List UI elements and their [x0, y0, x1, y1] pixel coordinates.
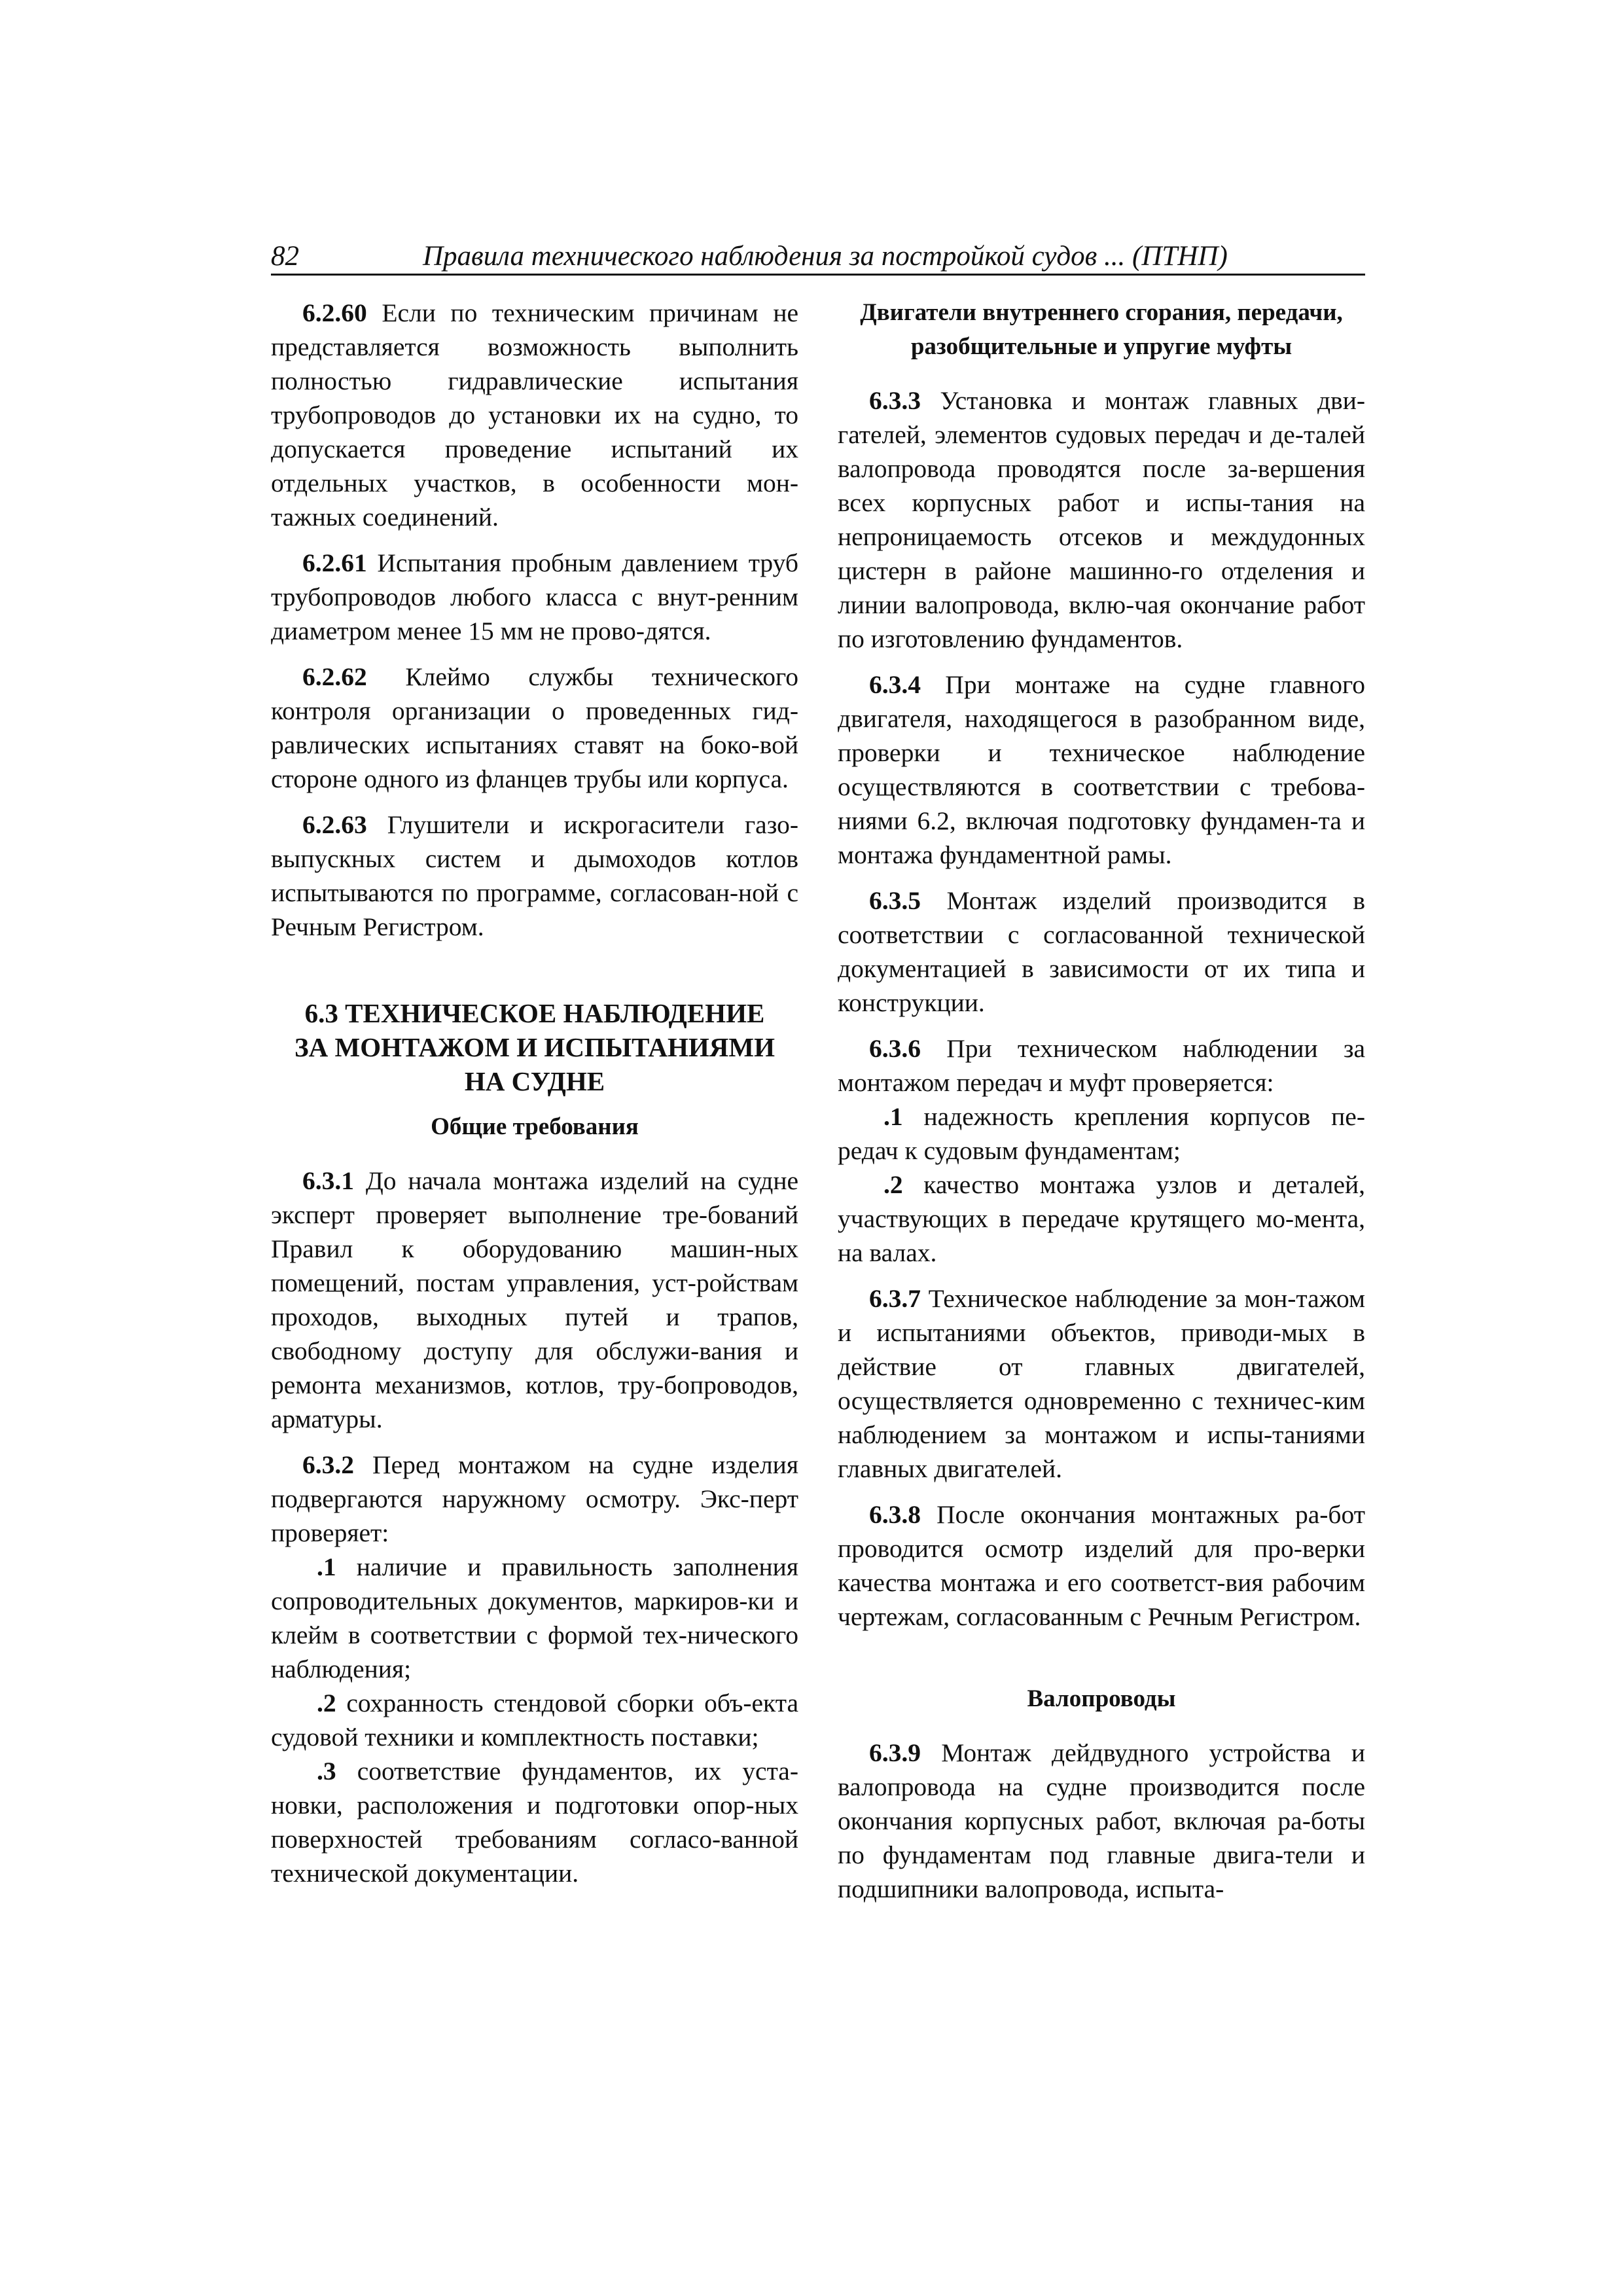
- clause-number: 6.3.4: [869, 670, 921, 699]
- item-number: .3: [317, 1757, 336, 1785]
- paragraph-6-3-8: [838, 1498, 1365, 1634]
- paragraph-6-2-62: [271, 660, 798, 796]
- section-title-line: 6.3 ТЕХНИЧЕСКОЕ НАБЛЮДЕНИЕ: [304, 998, 765, 1028]
- item-number: .1: [883, 1102, 903, 1131]
- list-item: [271, 1754, 798, 1890]
- clause-text: Глушители и искрогасители газо-выпускных систем и дымоходов котлов испытываются по программе, согласован-ной с Речным Регистром.: [271, 810, 798, 941]
- paragraph-6-3-3: [838, 384, 1365, 656]
- clause-number: 6.3.5: [869, 886, 921, 915]
- paragraph-6-3-6: [838, 1031, 1365, 1100]
- clause-text: Техническое наблюдение за мон-тажом и испытаниями объектов, приводи-мых в действие от главных двигателей, осуществляется одновременно с техничес-ким наблюдением за монтажом и испы-таниями главных двигателей.: [838, 1284, 1365, 1483]
- subheading-shafts: Валопроводы: [1027, 1685, 1176, 1712]
- subheading-engines: [838, 296, 1365, 364]
- paragraph-6-3-7: [838, 1282, 1365, 1486]
- item-text: качество монтажа узлов и деталей, участвующих в передаче крутящего мо-мента, на валах.: [838, 1170, 1365, 1267]
- clause-text: До начала монтажа изделий на судне эксперт проверяет выполнение тре-бований Правил к оборудованию машин-ных помещений, постам управления, уст-ройствам проходов, выходных путей и трапов, свободному доступу для обслужи-вания и ремонта механизмов, котлов, тру-бопроводов, арматуры.: [271, 1166, 798, 1433]
- left-column: [271, 296, 798, 1902]
- clause-number: 6.3.2: [302, 1450, 354, 1479]
- clause-number: 6.2.61: [302, 548, 367, 577]
- clause-text: При техническом наблюдении за монтажом передач и муфт проверяется:: [838, 1034, 1365, 1097]
- clause-number: 6.3.7: [869, 1284, 921, 1313]
- section-title-line: ЗА МОНТАЖОМ И ИСПЫТАНИЯМИ: [294, 1032, 775, 1062]
- list-item: [838, 1168, 1365, 1270]
- list-item: [838, 1100, 1365, 1168]
- clause-text: Перед монтажом на судне изделия подвергаются наружному осмотру. Экс-перт проверяет:: [271, 1450, 798, 1547]
- item-number: .2: [883, 1170, 903, 1199]
- paragraph-6-3-9: [838, 1736, 1365, 1906]
- clause-text: Клеймо службы технического контроля организации о проведенных гид-равлических испытаниях ставят на боко-вой стороне одного из фланцев трубы или корпуса.: [271, 662, 798, 793]
- running-header: [271, 240, 1365, 276]
- running-title: Правила технического наблюдения за постройкой судов ... (ПТНП): [423, 241, 1228, 272]
- clause-number: 6.2.60: [302, 298, 367, 327]
- clause-number: 6.3.9: [869, 1738, 921, 1767]
- clause-text: Испытания пробным давлением труб трубопроводов любого класса с внут-ренним диаметром менее 15 мм не прово-дятся.: [271, 548, 798, 645]
- clause-text: Монтаж дейдвудного устройства и валопровода на судне производится после окончания корпусных работ, включая ра-боты по фундаментам под главные двига-тели и подшипники валопровода, испыта-: [838, 1738, 1365, 1903]
- section-title-line: НА СУДНЕ: [464, 1066, 605, 1096]
- clause-number: 6.3.1: [302, 1166, 354, 1195]
- right-column: [838, 296, 1365, 1918]
- paragraph-6-3-1: [271, 1164, 798, 1436]
- paragraph-6-2-61: [271, 546, 798, 648]
- clause-number: 6.2.62: [302, 662, 367, 691]
- clause-number: 6.3.8: [869, 1500, 921, 1529]
- item-text: надежность крепления корпусов пе-редач к судовым фундаментам;: [838, 1102, 1365, 1165]
- list-item: [271, 1550, 798, 1686]
- subheading-general-requirements: Общие требования: [431, 1113, 639, 1140]
- paragraph-6-3-5: [838, 884, 1365, 1020]
- clause-number: 6.3.6: [869, 1034, 921, 1063]
- subheading-line: разобщительные и упругие муфты: [910, 333, 1293, 360]
- paragraph-6-2-60: [271, 296, 798, 534]
- clause-number: 6.2.63: [302, 810, 367, 839]
- subheading-line: Двигатели внутреннего сгорания, передачи,: [860, 299, 1343, 326]
- page-number: 82: [271, 241, 299, 272]
- item-text: наличие и правильность заполнения сопроводительных документов, маркиров-ки и клейм в соответствии с формой тех-нического наблюдения;: [271, 1552, 798, 1683]
- item-number: .1: [317, 1552, 336, 1581]
- list-item: [271, 1686, 798, 1754]
- clause-text: После окончания монтажных ра-бот проводится осмотр изделий для про-верки качества монтажа и его соответст-вия рабочим чертежам, согласованным с Речным Регистром.: [838, 1500, 1365, 1631]
- paragraph-6-2-63: [271, 808, 798, 944]
- clause-text: Если по техническим причинам не представляется возможность выполнить полностью гидравлические испытания трубопроводов до установки их на судно, то допускается проведение испытаний их отдельных участков, в особенности мон-тажных соединений.: [271, 298, 798, 531]
- clause-number: 6.3.3: [869, 386, 921, 415]
- clause-text: При монтаже на судне главного двигателя, находящегося в разобранном виде, проверки и техническое наблюдение осуществляются в соответствии с требова-ниями 6.2, включая подготовку фундамен-та и монтажа фундаментной рамы.: [838, 670, 1365, 869]
- clause-text: Монтаж изделий производится в соответствии с согласованной технической документацией в зависимости от их типа и конструкции.: [838, 886, 1365, 1017]
- item-number: .2: [317, 1689, 336, 1717]
- paragraph-6-3-4: [838, 668, 1365, 872]
- paragraph-6-3-2: [271, 1448, 798, 1550]
- section-title: [271, 996, 798, 1098]
- item-text: соответствие фундаментов, их уста-новки, расположения и подготовки опор-ных поверхностей требованиям согласо-ванной технической документации.: [271, 1757, 798, 1888]
- clause-text: Установка и монтаж главных дви-гателей, элементов судовых передач и де-талей валопровода проводятся после за-вершения всех корпусных работ и испы-тания на непроницаемость отсеков и междудонных цистерн в районе машинно-го отделения и линии валопровода, вклю-чая окончание работ по изготовлению фундаментов.: [838, 386, 1365, 653]
- item-text: сохранность стендовой сборки объ-екта судовой техники и комплектность поставки;: [271, 1689, 798, 1751]
